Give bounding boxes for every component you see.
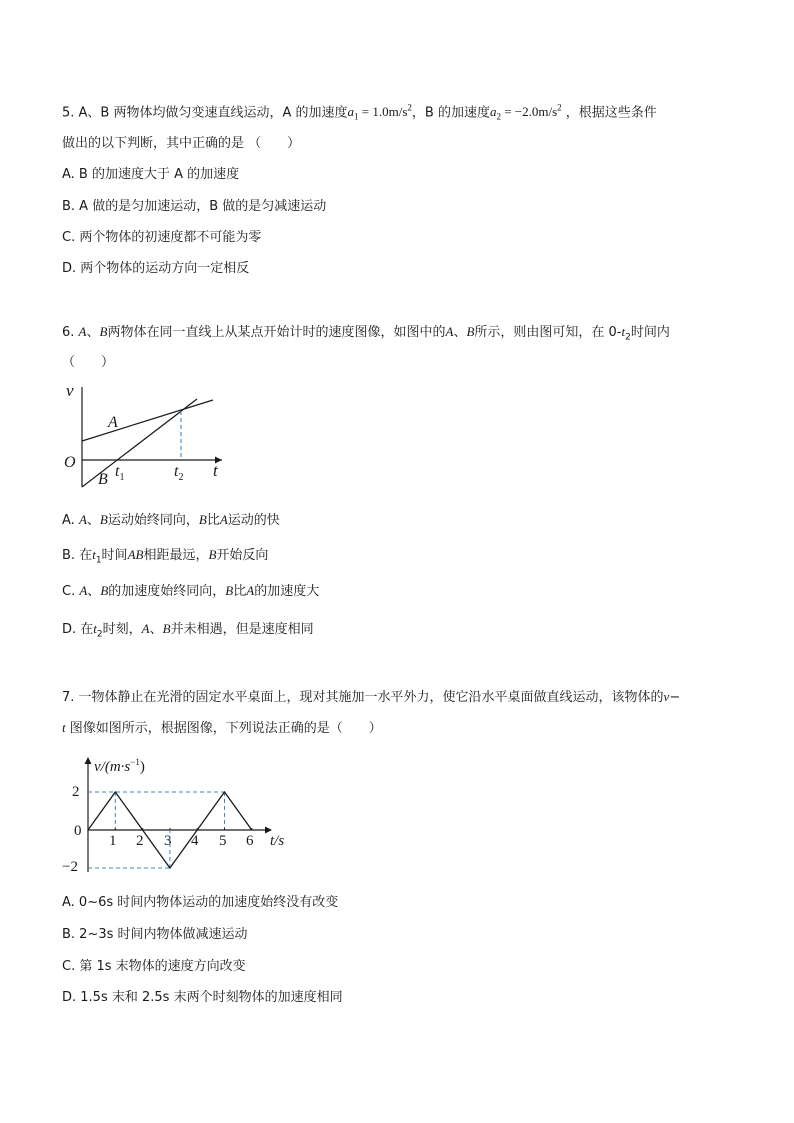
q5-option-d: D. 两个物体的运动方向一定相反 xyxy=(62,261,250,276)
q7-velocity-time-graph xyxy=(58,754,298,876)
q6-t-label: t xyxy=(213,461,218,480)
q7-y-tick-neg2: −2 xyxy=(62,859,78,875)
q7-option-c: C. 第 1s 末物体的速度方向改变 xyxy=(62,959,246,974)
q5-option-c: C. 两个物体的初速度都不可能为零 xyxy=(62,230,262,245)
q5-stem-text: 5. A、B 两物体均做匀变速直线运动，A 的加速度 xyxy=(62,105,348,121)
q7-option-d: D. 1.5s 末和 2.5s 末两个时刻物体的加速度相同 xyxy=(62,990,343,1005)
q7-x-tick-5: 5 xyxy=(219,833,227,849)
q5-stem-line-1 xyxy=(62,99,657,126)
q6-t1-label: $t_1$ xyxy=(115,463,125,483)
q6-line-b-label: B xyxy=(98,471,108,488)
q6-line-a-label: A xyxy=(108,414,118,431)
q7-x-tick-2: 2 xyxy=(136,833,144,849)
q7-option-b: B. 2~3s 时间内物体做减速运动 xyxy=(62,927,248,942)
q6-line-a xyxy=(82,400,213,441)
q5-option-a: A. B 的加速度大于 A 的加速度 xyxy=(62,167,240,182)
q6-origin-label: O xyxy=(64,454,76,471)
q6-stem-line-1: 6. A、B两物体在同一直线上从某点开始计时的速度图像，如图中的A、B所示，则由图可知，在 $0-t_2$时间内 xyxy=(62,324,670,343)
q7-y-tick-0: 0 xyxy=(74,823,82,839)
q6-stem-line-2: （ ） xyxy=(62,355,115,370)
q5-stem-text: ，B 的加速度 xyxy=(411,105,490,121)
q6-option-a: A. A、B运动始终同向，B比A运动的快 xyxy=(62,512,280,528)
q7-y-axis-label: $v/(m\cdot s^{-1})$ xyxy=(94,757,145,775)
q7-v-axis-arrow xyxy=(85,757,92,764)
q7-x-axis-label: t/s xyxy=(270,833,285,849)
q6-t2-label: $t_2$ xyxy=(174,463,184,483)
q5-option-b: B. A 做的是匀加速运动，B 做的是匀减速运动 xyxy=(62,199,327,214)
q7-option-a: A. 0~6s 时间内物体运动的加速度始终没有改变 xyxy=(62,895,339,910)
q6-option-c: C. A、B的加速度始终同向，B比A的加速度大 xyxy=(62,583,320,599)
q7-x-tick-3: 3 xyxy=(164,833,172,849)
q5-stem-text: ，根据这些条件 xyxy=(561,105,657,121)
q5-stem-line-2: 做出的以下判断，其中正确的是 （ ） xyxy=(62,136,301,151)
q6-option-d: D. 在$t_2$时刻，A、B并未相遇，但是速度相同 xyxy=(62,621,314,640)
q7-x-tick-1: 1 xyxy=(109,833,117,849)
q7-x-tick-6: 6 xyxy=(246,833,254,849)
q6-option-b: B. 在$t_1$时间AB相距最远，B开始反向 xyxy=(62,547,269,566)
q7-x-tick-4: 4 xyxy=(191,833,199,849)
q5-a1-formula: $a_1 = 1.0m/s^2$ xyxy=(347,103,412,122)
q7-stem-line-1: 7. 一物体静止在光滑的固定水平桌面上，现对其施加一水平外力，使它沿水平桌面做直线运动，该物体的v− xyxy=(62,689,681,705)
q7-stem-line-2: t 图像如图所示，根据图像，下列说法正确的是（ ） xyxy=(62,720,382,736)
q6-v-label: v xyxy=(66,381,74,400)
q7-y-tick-2: 2 xyxy=(72,784,80,800)
q5-a2-formula: $a_2 = -2.0m/s^2$ xyxy=(489,103,562,122)
q6-velocity-graph xyxy=(60,375,240,495)
